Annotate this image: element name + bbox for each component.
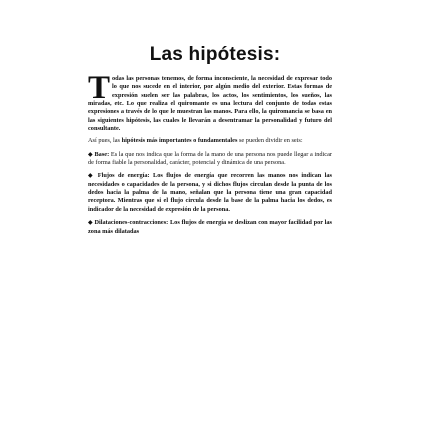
hypotheses-paragraph: [88, 137, 332, 145]
drop-cap: T: [88, 70, 111, 106]
item-text: Es la que nos indica que la forma de la mano de una persona nos puede llegar a indicar de forma fiable la personalidad, carácter, potencial y dinámica de una persona.: [88, 150, 332, 167]
item-text: Los flujos de energía se deslizan con mayor facilidad por las zona más dilatadas: [88, 219, 332, 235]
intro-text: odas las personas tenemos, de forma inconsciente, la necesidad de expresar todo lo que nos sucede en el interior, por algún medio del exterior. Estas formas de expresión suelen ser las palabras, los actos, los sentimientos, los sueños, las miradas, etc. Lo que realiza el quiromante es una lectura del conjunto de todas estas expresiones a través de lo que le muestran las manos. Para ello, la quiromancia se basa en las siguientes hipótesis, las cuales le llevarán a desentramar la personalidad y futuro del consultante.: [88, 75, 332, 133]
text-column: [88, 70, 332, 236]
list-item-flujos: [88, 172, 332, 214]
item-term: Flujos de energía:: [97, 172, 150, 180]
diamond-bullet-icon: ◆: [88, 151, 93, 158]
hypotheses-suffix: se pueden dividir en seis:: [237, 137, 303, 145]
diamond-bullet-icon: ◆: [88, 173, 95, 180]
diamond-bullet-icon: ◆: [88, 220, 93, 227]
item-text: Los flujos de energía que recorren las manos nos indican las necesidades o capacidades de la persona, y si dichos flujos circulan desde la punta de los dedos hacia la palma de la mano, señalan que la persona tiene una gran capacidad receptora. Mientras que si el flujo circula desde la base de la palma hacia los dedos, es indicador de la necesidad de expresión de la persona.: [88, 172, 332, 213]
page-title: Las hipótesis:: [149, 44, 281, 65]
item-term: Base:: [94, 150, 110, 158]
intro-paragraph: [88, 70, 332, 133]
item-term: Dilataciones-contracciones:: [94, 219, 169, 227]
list-item-base: [88, 151, 332, 168]
list-item-dilataciones: [88, 219, 332, 236]
hypotheses-emphasis: hipótesis más importantes o fundamentales: [121, 137, 238, 145]
hypotheses-prefix: Así pues, las: [88, 137, 122, 145]
